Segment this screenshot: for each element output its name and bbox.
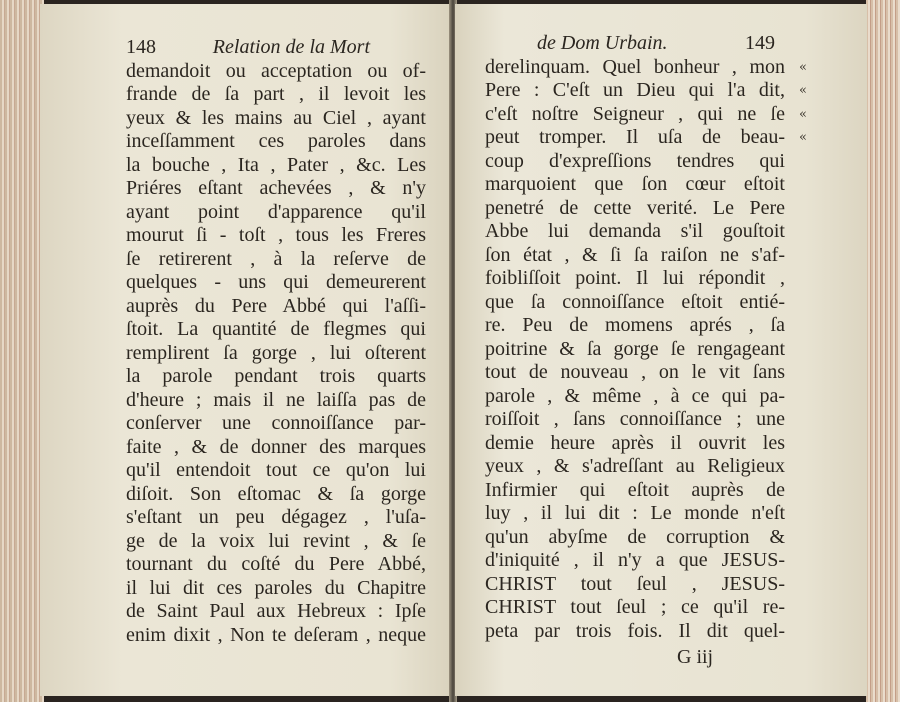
text-line: diſoit. Son eſtomac & ſa gorge xyxy=(126,482,426,505)
text-line: la bouche , Ita , Pater , &c. Les xyxy=(126,153,426,176)
text-line: Infirmier qui eſtoit auprès de xyxy=(485,478,785,501)
text-line: ſon état , & ſi ſa raiſon ne s'af- xyxy=(485,243,785,266)
text-line: demie heure après il ouvrit les xyxy=(485,431,785,454)
signature-mark: G iij xyxy=(677,646,714,668)
quote-mark: « xyxy=(799,130,807,145)
text-line: re. Peu de momens aprés , ſa xyxy=(485,314,785,336)
text-line: Abbe lui demanda s'il gouſtoit xyxy=(485,220,785,242)
text-line: ge de la voix lui revint , & ſe xyxy=(126,529,426,552)
quote-mark: « xyxy=(799,59,807,75)
text-line: s'eſtant un peu dégagez , l'uſa- xyxy=(126,506,426,528)
text-line: ayant point d'apparence qu'il xyxy=(126,200,426,223)
quote-mark: « xyxy=(799,83,807,98)
text-line: peta par trois fois. Il dit quel- xyxy=(485,619,785,642)
text-line: CHRIST tout ſeul , JESUS- xyxy=(485,572,785,595)
text-line: d'heure ; mais il ne laiſſa pas de xyxy=(126,388,426,411)
text-line: tournant du coſté du Pere Abbé, xyxy=(126,553,426,575)
text-line: d'iniquité , il n'y a que JESUS- xyxy=(485,549,785,571)
text-line: auprès du Pere Abbé qui l'aſſi- xyxy=(126,294,426,317)
text-line: c'eſt noſtre Seigneur , qui ne ſe xyxy=(485,102,785,125)
book-edge-left xyxy=(0,0,44,702)
text-line: qu'il entendoit tout ce qu'on lui xyxy=(126,459,426,481)
text-line: Priéres eſtant achevées , & n'y xyxy=(126,177,426,199)
margin-quotes xyxy=(799,56,807,150)
text-line: coup d'expreſſions tendres qui xyxy=(485,149,785,172)
text-line: poitrine & ſa gorge ſe rengageant xyxy=(485,337,785,360)
text-line: conſerver une connoiſſance par- xyxy=(126,412,426,434)
page-number: 149 xyxy=(745,32,775,54)
text-line: mourut ſi - toſt , tous les Freres xyxy=(126,224,426,246)
text-line: demandoit ou acceptation ou of- xyxy=(126,59,426,82)
text-line: yeux & les mains au Ciel , ayant xyxy=(126,106,426,129)
text-line: derelinquam. Quel bonheur , mon xyxy=(485,55,785,78)
text-line: peut tromper. Il uſa de beau- xyxy=(485,126,785,148)
text-line: tout de nouveau , on le vit ſans xyxy=(485,361,785,383)
text-line: remplirent ſa gorge , lui oſterent xyxy=(126,341,426,364)
text-line: Pere : C'eſt un Dieu qui l'a dit, xyxy=(485,79,785,101)
text-line: quelques - uns qui demeurerent xyxy=(126,271,426,293)
text-line: qu'un abyſme de corruption & xyxy=(485,525,785,548)
text-line: enim dixit , Non te deſeram , neque xyxy=(126,623,426,646)
text-line: faite , & de donner des marques xyxy=(126,435,426,458)
running-header xyxy=(126,36,426,60)
text-line: il lui dit ces paroles du Chapitre xyxy=(126,576,426,599)
running-head: de Dom Urbain. xyxy=(537,32,668,54)
text-line: que ſa connoiſſance eſtoit entié- xyxy=(485,290,785,313)
running-header xyxy=(485,32,785,56)
text-line: roiſſoit , ſans connoiſſance ; une xyxy=(485,408,785,430)
book-edge-right xyxy=(866,0,900,702)
text-line: luy , il lui dit : Le monde n'eſt xyxy=(485,502,785,524)
text-line: ſe retirerent , à la reſerve de xyxy=(126,247,426,270)
right-page-text xyxy=(485,32,785,643)
text-line: inceſſamment ces paroles dans xyxy=(126,130,426,152)
text-line: CHRIST tout ſeul ; ce qu'il re- xyxy=(485,596,785,618)
text-line: ſtoit. La quantité de flegmes qui xyxy=(126,318,426,340)
text-line: marquoient que ſon cœur eſtoit xyxy=(485,173,785,195)
text-line: parole , & même , à ce qui pa- xyxy=(485,384,785,407)
page-number: 148 xyxy=(126,36,156,58)
running-head: Relation de la Mort xyxy=(212,36,370,58)
text-line: yeux , & s'adreſſant au Religieux xyxy=(485,455,785,477)
text-line: la parole pendant trois quarts xyxy=(126,365,426,387)
quote-mark: « xyxy=(799,106,807,122)
text-line: frande de ſa part , il levoit les xyxy=(126,83,426,105)
left-page xyxy=(40,4,452,696)
text-line: foibliſſoit point. Il lui répondit , xyxy=(485,267,785,289)
right-page xyxy=(455,4,867,696)
text-line: penetré de cette verité. Le Pere xyxy=(485,196,785,219)
left-page-text xyxy=(126,36,426,647)
text-line: de Saint Paul aux Hebreux : Ipſe xyxy=(126,600,426,622)
